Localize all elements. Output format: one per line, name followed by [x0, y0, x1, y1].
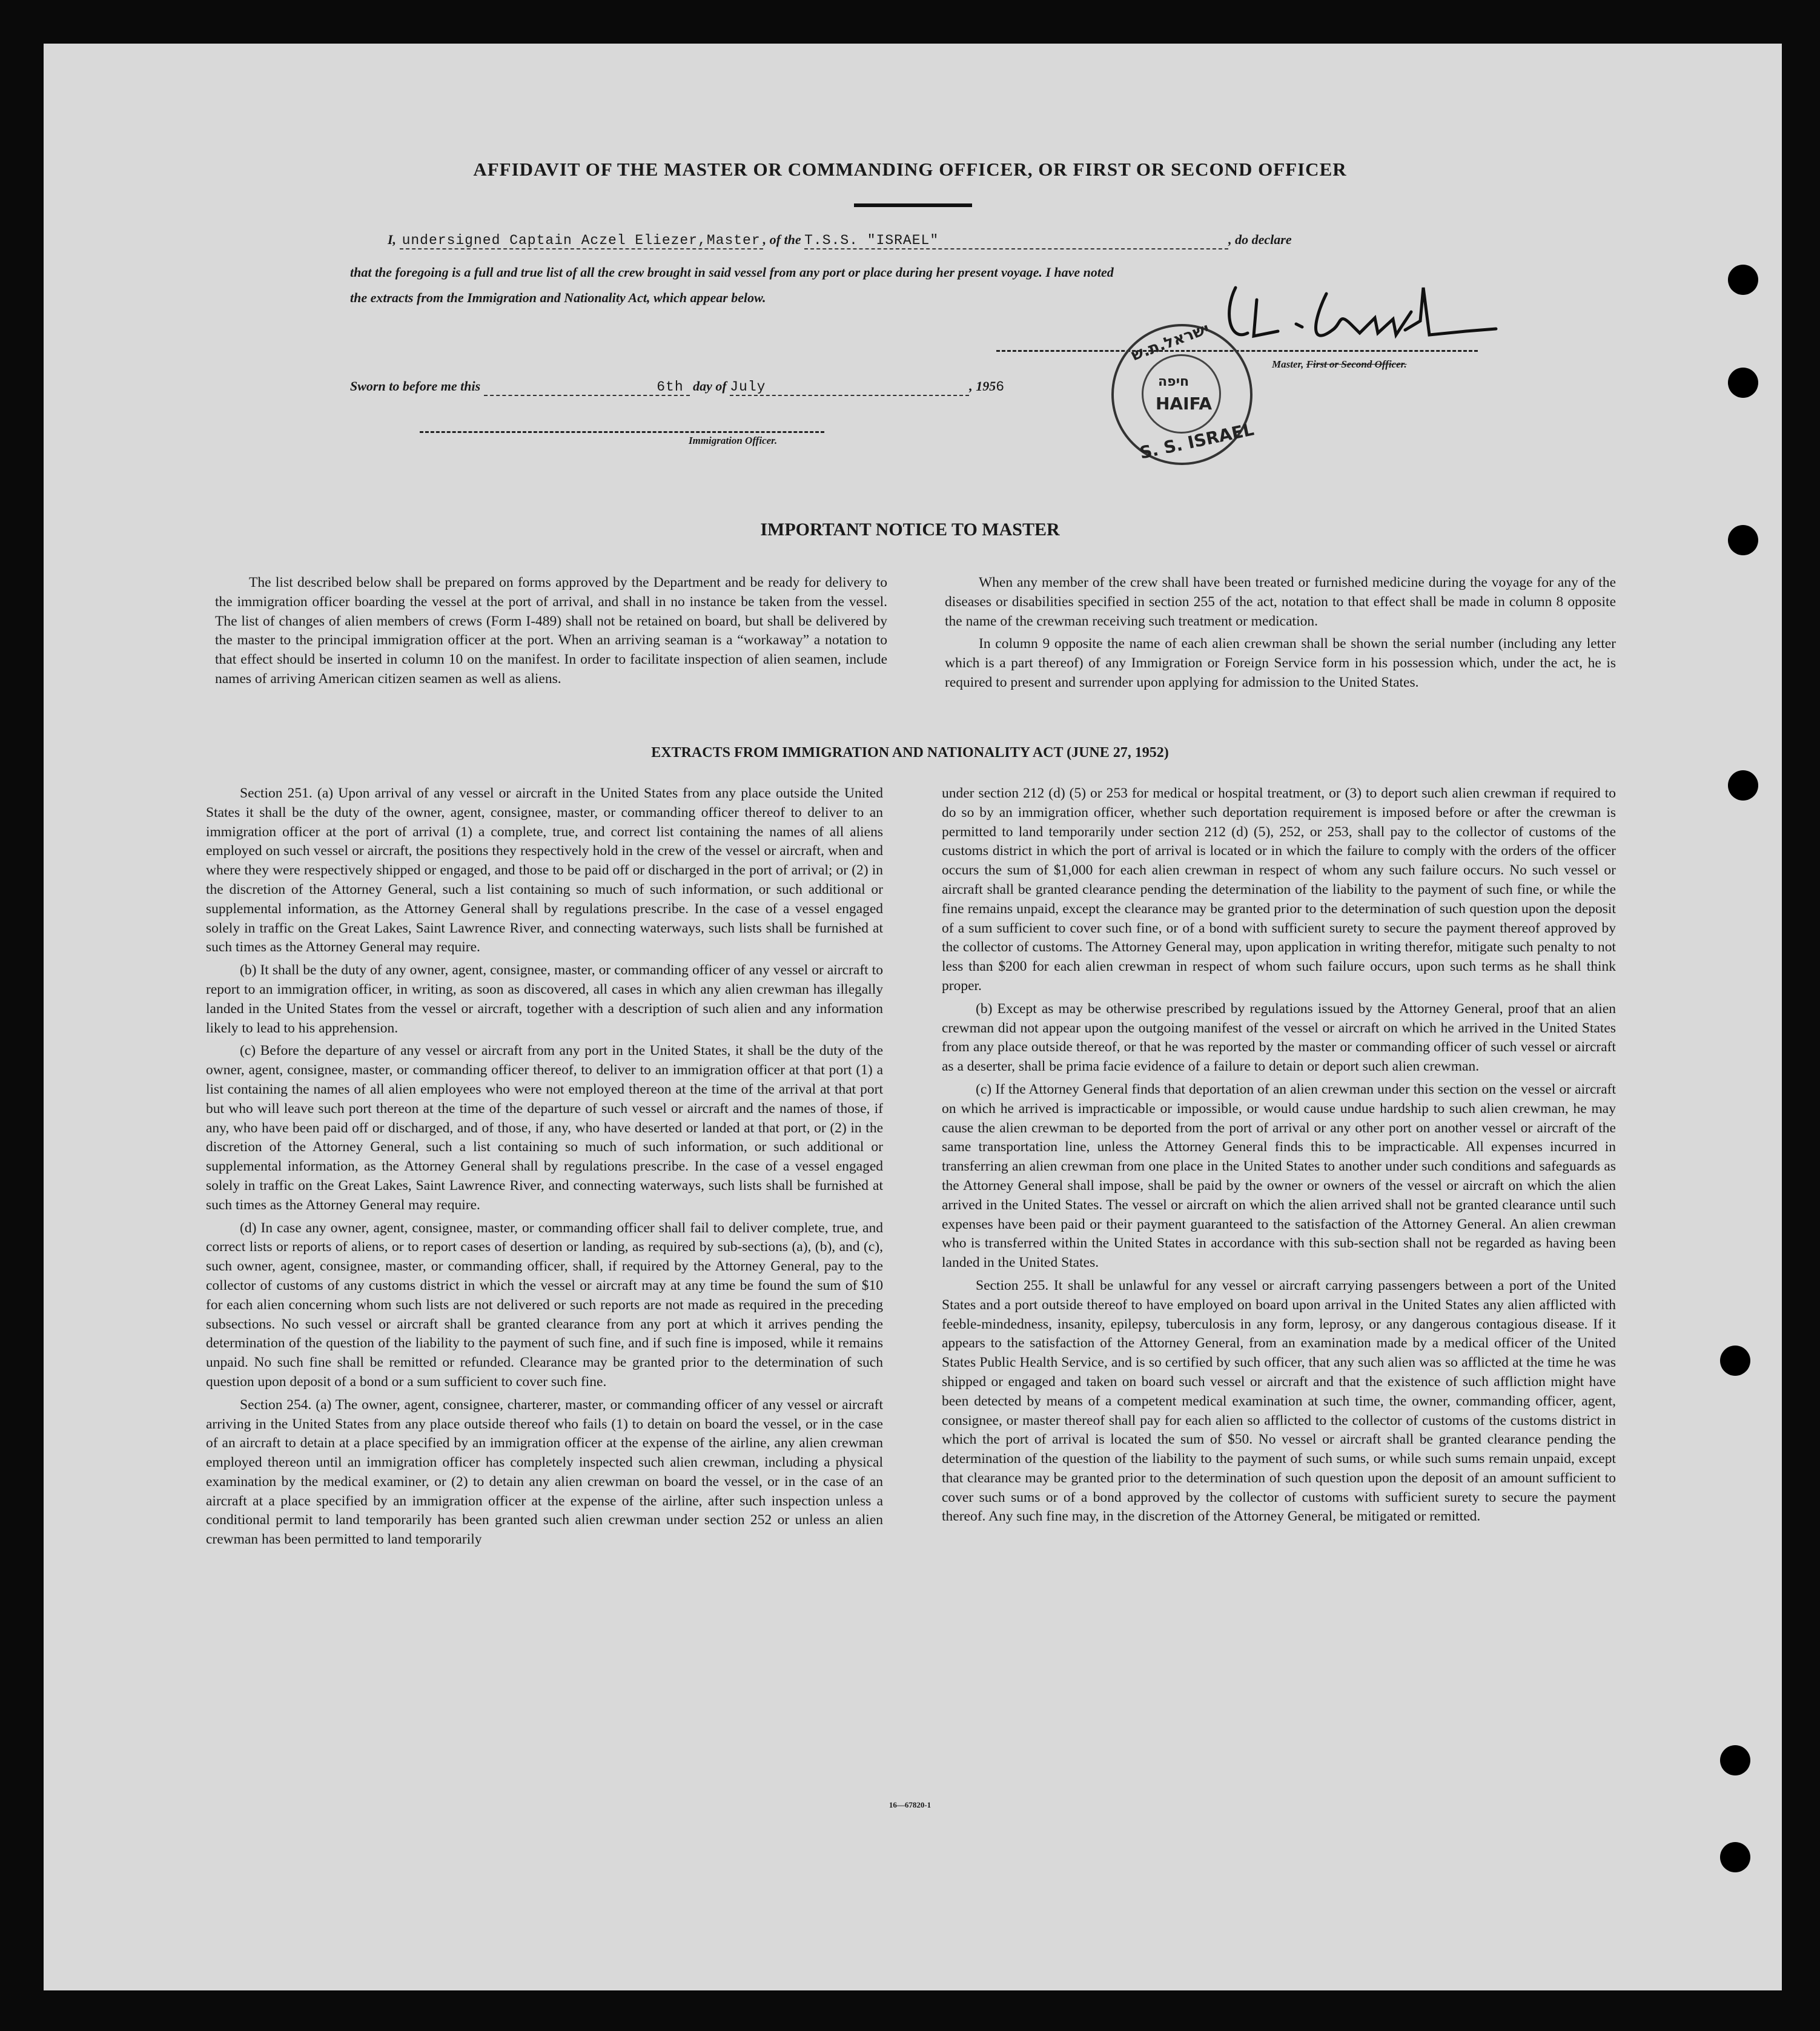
stamp-hebrew-city: חיפה [1158, 374, 1190, 389]
master-name-field: undersigned Captain Aczel Eliezer,Master [402, 233, 761, 248]
declaration-line-1 [388, 232, 1292, 249]
punch-hole [1728, 265, 1758, 295]
section-254-a: Section 254. (a) The owner, agent, consignee, charterer, master, or commanding officer of any vessel or aircraft arriving in the United States from any place outside thereof who fails (1) to detain on board the vessel, or in the case of an aircraft to detain at a place specified by an immigration officer at the expense of the airline, any alien crewman employed thereon until an immigration officer has completely inspected such alien crewman, including a physical examination by the medical examiner, or (2) to detain any alien crewman on board the vessel, or in the case of an aircraft at a place specified by an immigration officer at the expense of the airline, after such inspection unless a conditional permit to land temporarily has been granted such alien crewman under section 252 or unless an alien crewman has been permitted to land temporarily [206, 1396, 883, 1548]
section-255: Section 255. It shall be unlawful for any vessel or aircraft carrying passengers between a port of the United States and a port outside thereof to have employed on board upon arrival in the United States any alien afflicted with feeble-mindedness, insanity, epilepsy, tuberculosis in any form, leprosy, or any dangerous contagious disease. If it appears to the satisfaction of the Attorney General, from an examination made by a medical officer of the United States Public Health Service, and is so certified by such officer, that any such alien was so afflicted at the time he was shipped or engaged and taken on board such vessel or aircraft and that the existence of such affliction might have been detected by means of a competent medical examination at such time, the owner, commanding officer, agent, consignee, or master thereof shall pay for each alien so afflicted to the collector of customs of the customs district in which the port of arrival is located the sum of $50. No vessel or aircraft shall be granted clearance pending the determination of the question of the liability to the payment of such sums, or while such sums remain unpaid, except that clearance may be granted prior to the determination of such question upon the deposit of an amount sufficient to cover such sums or of a bond approved by the collector of customs with sufficient surety to secure the payment thereof. Any such fine may, in the discretion of the Attorney General, be mitigated or remitted. [942, 1277, 1616, 1525]
section-251-d: (d) In case any owner, agent, consignee, master, or commanding officer shall fail to deliver complete, true, and correct lists or reports of aliens, or to report cases of desertion or landing, as required by sub-sections (a), (b), and (c), such owner, agent, consignee, master, or commanding officer, shall, if required by the Attorney General, pay to the collector of customs of any customs district in which the vessel or aircraft may at any time be found the sum of $10 for each alien concerning whom such lists are not delivered or such reports are not made as required in the preceding subsections. No such vessel or aircraft shall be granted clearance from any port at which it arrives pending the determination of the question of the liability to the payment of such fine, and if such fine is imposed, while it remains unpaid. No such fine shall be remitted or refunded. Clearance may be granted prior to the determination of such question upon deposit of a bond or a sum sufficient to cover such fine. [206, 1220, 883, 1390]
day-of-label: day of [693, 378, 727, 394]
punch-hole [1720, 1842, 1750, 1872]
do-declare-label: , do declare [1228, 232, 1292, 247]
stamp-vessel: S. S. ISRAEL [1137, 419, 1256, 463]
punch-hole [1720, 1346, 1750, 1376]
section-254-c: (c) If the Attorney General finds that deportation of an alien crewman under this section on the vessel or aircraft on which he arrived is impracticable or impossible, or would cause undue hardship to such alien crewman, he may cause the alien crewman to be deported from the port of arrival or any other port on another vessel or aircraft of the same transportation line, unless the Attorney General finds this to be impracticable. All expenses incurred in transferring an alien crewman from one place in the United States to another under such conditions and safeguards as the Attorney General shall impose, shall be paid by the owner or owners of the vessel or aircraft on which the alien arrived in the United States. The vessel or aircraft on which the alien arrived shall not be granted clearance until such expenses have been paid or their payment guaranteed to the satisfaction of the Attorney General. An alien crewman who is transferred within the United States in accordance with this sub-section shall not be regarded as having been landed in the United States. [942, 1081, 1616, 1271]
extracts-left-column [206, 784, 883, 1553]
punch-hole [1728, 368, 1758, 398]
sworn-day-field: 6th [657, 379, 684, 395]
stamp-hebrew-text: ישראל.ת.ש [1128, 319, 1212, 365]
declaration-line-3: the extracts from the Immigration and Nationality Act, which appear below. [350, 290, 766, 305]
punch-hole [1720, 1745, 1750, 1775]
officer-caption: Immigration Officer. [689, 435, 778, 446]
signature-caption: Master, First or Second Officer. [1272, 358, 1407, 370]
section-251-b: (b) It shall be the duty of any owner, agent, consignee, master, or commanding officer of any vessel or aircraft to report to an immigration officer, in writing, as soon as discovered, all cases in which any alien crewman has illegally landed in the United States from the vessel or aircraft, together with a description of such alien and any information likely to lead to his apprehension. [206, 962, 883, 1036]
affidavit-title: AFFIDAVIT OF THE MASTER OR COMMANDING OFFICER, OR FIRST OR SECOND OFFICER [473, 159, 1347, 180]
sworn-year-digit: 6 [996, 379, 1005, 395]
section-254-b: (b) Except as may be otherwise prescribed by regulations issued by the Attorney General, proof that an alien crewman did not appear upon the outgoing manifest of the vessel or aircraft on which he arrived in the United States from any place outside thereof, or that he was reported by the master or commanding officer of such vessel or aircraft as a deserter, shall be prima facie evidence of a failure to detain or deport such alien crewman. [942, 1000, 1616, 1075]
section-251-a: Section 251. (a) Upon arrival of any vessel or aircraft in the United States from any place outside the United States it shall be the duty of the owner, agent, consignee, master, or commanding officer thereof to deliver to an immigration officer at the port of arrival (1) a complete, true, and correct list containing the names of all aliens employed on such vessel or aircraft, the positions they respectively hold in the crew of the vessel or aircraft, when and where they were respectively shipped or engaged, and those to be paid off or discharged in the port of arrival; or (2) in the discretion of the Attorney General, such a list containing so much of such information, or such additional or supplemental information, as the Attorney General shall by regulations prescribe. In the case of a vessel engaged solely in traffic on the Great Lakes, Saint Lawrence River, and connecting waterways, such lists shall be furnished at such times as the Attorney General may require. [206, 785, 883, 956]
master-signature [1211, 276, 1502, 366]
notice-title: IMPORTANT NOTICE TO MASTER [760, 520, 1060, 540]
declaration-prefix: I, [388, 232, 397, 247]
section-254-a-continued: under section 212 (d) (5) or 253 for medical or hospital treatment, or (3) to deport such alien crewman if required to do so by an immigration officer, whether such deportation requirement is imposed before or after the crewman is permitted to land temporarily under section 212 (d) (5), 252, or 253, shall pay to the collector of customs of the customs district in which the port of arrival is located or in which the failure to comply with the orders of the officer occurs the sum of $1,000 for each alien crewman in respect of whom any such failure occurs. No such vessel or aircraft shall be granted clearance pending the determination of the liability to the payment of such fine, or while the fine remains unpaid, except the clearance may be granted prior to the determination of such question upon the deposit of a sum sufficient to cover such fine, or of a bond with sufficient surety to secure the payment thereof approved by the collector of customs. The Attorney General may, upon application in writing therefor, mitigate such penalty to not less than $200 for each alien crewman in respect of whom such failure occurs, upon such terms as he shall think proper. [942, 785, 1616, 994]
of-the-label: , of the [763, 232, 801, 247]
form-code: 16—67820-1 [888, 1800, 932, 1809]
sworn-line [350, 378, 1005, 396]
sworn-month-field: July [730, 379, 766, 395]
declaration-line-2: that the foregoing is a full and true list of all the crew brought in said vessel from any port or place during her present voyage. I have noted [350, 265, 1114, 280]
section-251-c: (c) Before the departure of any vessel or aircraft from any port in the United States, it shall be the duty of the owner, agent, consignee, master, or commanding officer thereof, to deliver to an immigration officer at that port (1) a list containing the names of all alien employees who were not employed thereon at the time of the arrival at that port but who will leave such port thereon at the time of the departure of such vessel or aircraft and the names of those, if any, who have been paid off or discharged, and of those, if any, who have deserted or landed at that port, or (2) in the discretion of the Attorney General, such a list containing so much of such information, or such additional or supplemental information, as the Attorney General shall by regulations prescribe. In the case of a vessel engaged solely in traffic on the Great Lakes, Saint Lawrence River, and connecting waterways, such lists shall be furnished at such times as the Attorney General may require. [206, 1043, 883, 1213]
stamp-city: HAIFA [1156, 394, 1213, 414]
notice-right-column [945, 573, 1616, 696]
sworn-prefix: Sworn to before me this [350, 378, 481, 394]
officer-signature-line [420, 431, 824, 433]
notice-right-paragraph-1: When any member of the crew shall have been treated or furnished medicine during the voyage for any of the diseases or disabilities specified in section 255 of the act, notation to that effect shall be made in column 8 opposite the name of the crewman receiving such treatment or medication. [945, 575, 1616, 629]
notice-right-paragraph-2: In column 9 opposite the name of each alien crewman shall be shown the serial number (including any letter which is a part thereof) of any Immigration or Foreign Service form in his possession which, under the act, he is required to present and surrender upon applying for admission to the United States. [945, 636, 1616, 690]
title-rule [854, 203, 972, 207]
punch-hole [1728, 770, 1758, 801]
notice-left-paragraph: The list described below shall be prepared on forms approved by the Department and be ready for delivery to the immigration officer boarding the vessel at the port of arrival, and shall in no instance be taken from the vessel. The list of changes of alien members of crews (Form I-489) shall not be retained on board, but shall be delivered by the master to the principal immigration officer at the port. When an arriving seaman is a “workaway” a notation to that effect should be inserted in column 10 on the manifest. In order to facilitate inspection of alien seamen, include names of arriving American citizen seamen as well as aliens. [215, 575, 887, 687]
vessel-name-field: T.S.S. "ISRAEL" [804, 233, 939, 248]
extracts-right-column [942, 784, 1616, 1530]
year-prefix: , 195 [969, 378, 996, 394]
extracts-title: EXTRACTS FROM IMMIGRATION AND NATIONALITY ACT (JUNE 27, 1952) [651, 745, 1169, 761]
notice-left-column [215, 573, 887, 693]
